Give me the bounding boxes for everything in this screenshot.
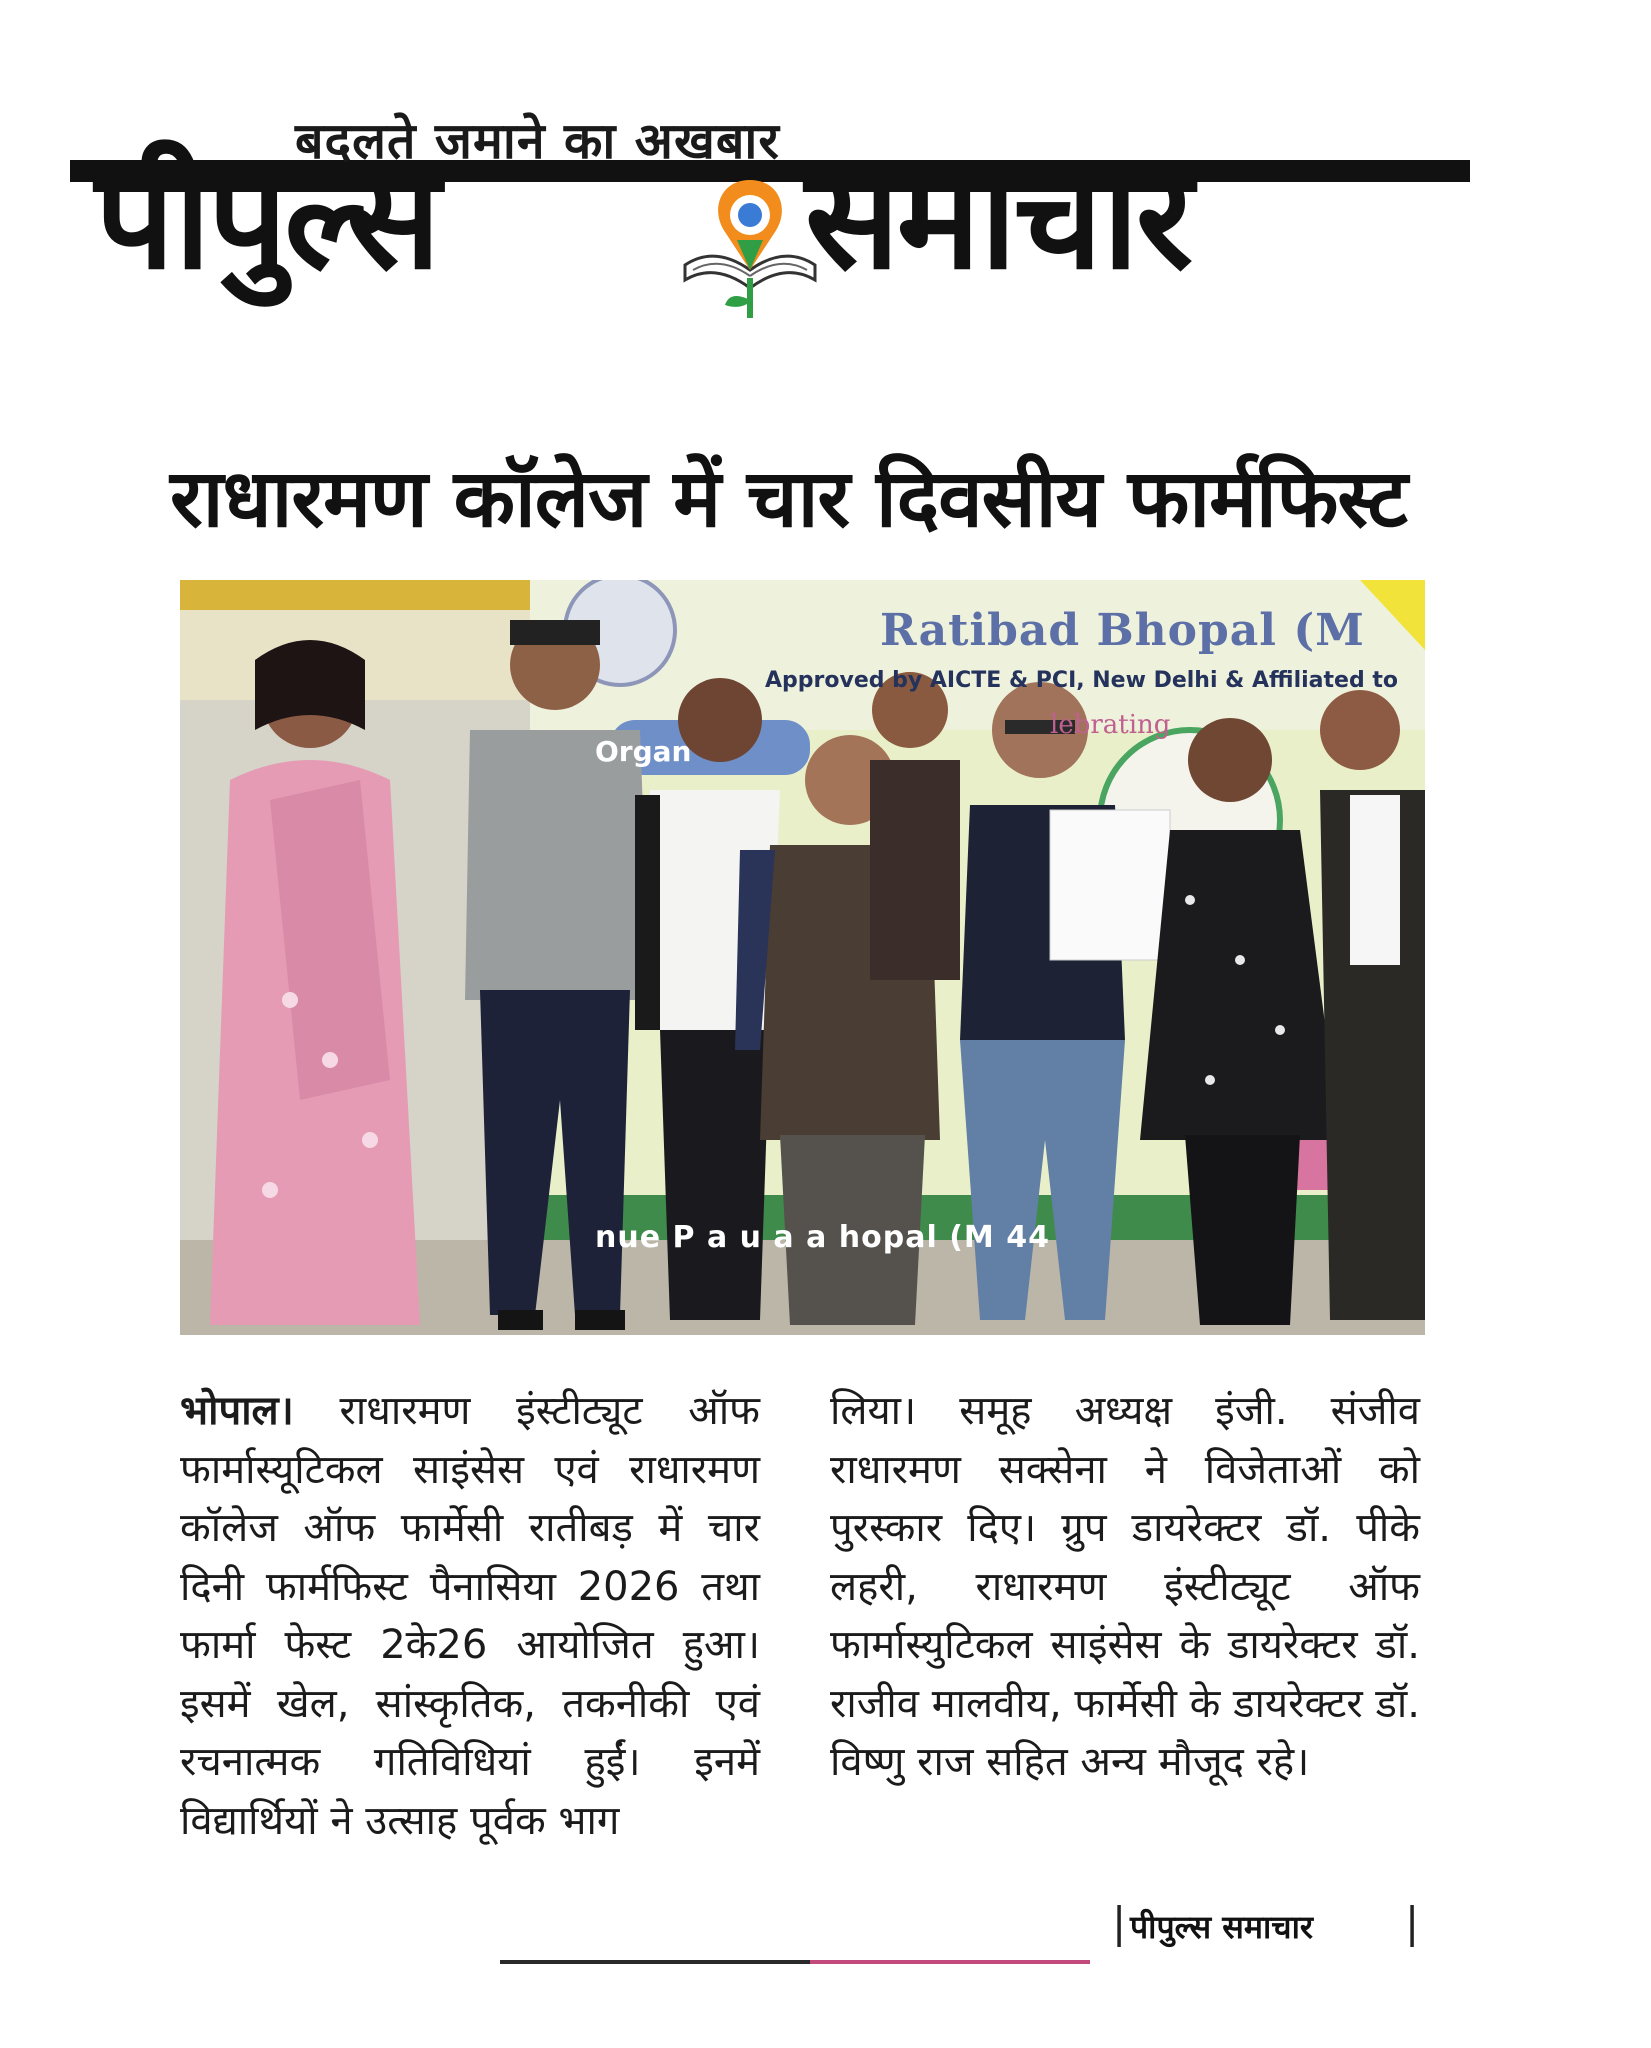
article-byline: पीपुल्स समाचार [1130,1908,1313,1946]
byline-divider: | [1112,1898,1127,1947]
masthead-brand-left: पीपुल्स [95,138,438,301]
article-dateline: भोपाल। [180,1388,294,1434]
masthead-tagline: बदलते जमाने का अखबार [295,112,780,170]
masthead [0,0,1651,420]
masthead-brand-right: समाचार [805,138,1191,301]
article-paragraph-left [180,1382,760,1850]
article-column-right [830,1382,1420,1792]
banner-subtitle: Approved by AICTE & PCI, New Delhi & Affiliated to [765,668,1398,693]
news-photo [180,580,1425,1335]
footer-rule-pink [810,1960,1090,1964]
banner-bottom-text: nue P a u a a hopal (M 44 [595,1220,1050,1255]
headline: राधारमण कॉलेज में चार दिवसीय फार्मफिस्ट [170,452,1407,545]
byline-divider: | [1405,1898,1420,1947]
footer-rule-dark [500,1960,810,1964]
banner-organised: Organ [595,735,692,768]
article-text-left: राधारमण इंस्टीट्यूट ऑफ फार्मास्यूटिकल साइंसेस एवं राधारमण कॉलेज ऑफ फार्मेसी रातीबड़ में चार दिनी फार्मफिस्ट पैनासिया 2026 तथा फार्मा फेस्ट 2के26 आयोजित हुआ। इसमें खेल, सांस्कृतिक, तकनीकी एवं रचनात्मक गतिविधियां हुईं। इनमें विद्यार्थियों ने उत्साह पूर्वक भाग [180,1388,760,1844]
article-column-left [180,1382,760,1850]
newspaper-logo-icon [675,170,825,330]
article-text-right: लिया। समूह अध्यक्ष इंजी. संजीव राधारमण सक्सेना ने विजेताओं को पुरस्कार दिए। ग्रुप डायरेक्टर डॉ. पीके लहरी, राधारमण इंस्टीट्यूट ऑफ फार्मास्युटिकल साइंसेस के डायरेक्टर डॉ. राजीव मालवीय, फार्मेसी के डायरेक्टर डॉ. विष्णु राज सहित अन्य मौजूद रहे। [830,1388,1420,1785]
banner-celebrating: lebrating [1050,710,1171,740]
banner-title: Ratibad Bhopal (M [880,605,1365,656]
